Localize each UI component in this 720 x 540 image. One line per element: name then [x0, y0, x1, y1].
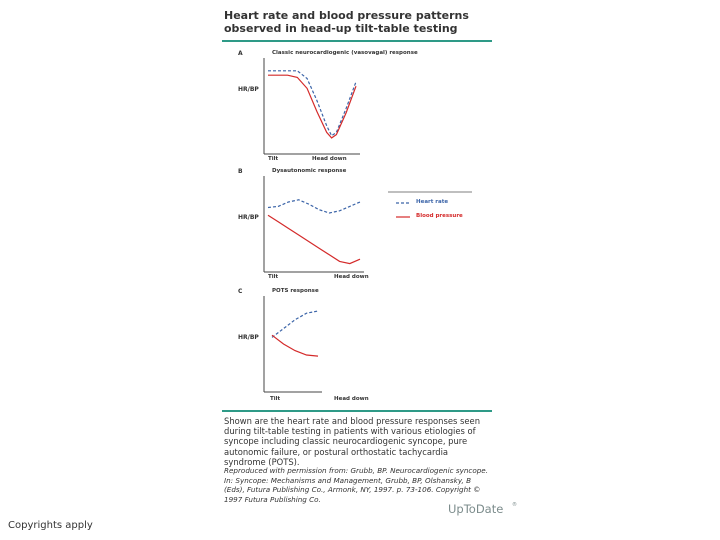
panel-b-ylabel: HR/BP [238, 214, 259, 221]
panel-c-letter: C [238, 288, 243, 295]
logo-registered-mark: ® [512, 502, 517, 508]
panel-a-blood-pressure-line [268, 75, 356, 138]
panel-b-title: Dysautonomic response [272, 168, 347, 174]
figure-caption: Shown are the heart rate and blood pressure responses seen during tilt-table testing in patients with various etiologies of syncope including classic neurocardiogenic syncope, pure autonomic failure, or postural orthostatic tachycardia syndrome (POTS). [224, 416, 481, 467]
panel-a-heart-rate-line [268, 71, 356, 136]
panel-c-xtick-tilt: Tilt [270, 396, 281, 402]
figure-title: Heart rate and blood pressure patterns observed in head-up tilt-table testing [224, 9, 469, 35]
legend-blood-pressure-label: Blood pressure [416, 213, 463, 219]
panel-a-ylabel: HR/BP [238, 86, 259, 93]
panel-a-xtick-head-down: Head down [312, 156, 347, 162]
copyrights-footer: Copyrights apply [8, 520, 93, 531]
panel-a-xtick-tilt: Tilt [268, 156, 279, 162]
panel-c-heart-rate-line [272, 311, 318, 337]
panel-b-heart-rate-line [268, 200, 360, 213]
panel-c-blood-pressure-line [272, 335, 318, 356]
panel-b-xtick-head-down: Head down [334, 274, 369, 280]
panel-b-xtick-tilt: Tilt [268, 274, 279, 280]
panel-b-letter: B [238, 168, 243, 175]
panel-b-blood-pressure-line [268, 215, 360, 263]
figure-credit: Reproduced with permission from: Grubb, BP. Neurocardiogenic syncope. In: Syncope: Mechanisms and Management, Grubb, BP, Olshansky, B (Eds), Futura Publishing Co., Armonk, NY, 1997. p. 73-106. Copyright © 1997 Futura Publishing Co. [224, 466, 488, 504]
legend-heart-rate-label: Heart rate [416, 199, 449, 205]
uptodate-logo: UpToDate [448, 502, 504, 516]
panel-c-ylabel: HR/BP [238, 334, 259, 341]
panel-a-title: Classic neurocardiogenic (vasovagal) response [272, 50, 418, 56]
panel-c-xtick-head-down: Head down [334, 396, 369, 402]
panel-c-title: POTS response [272, 288, 319, 294]
panel-a-letter: A [238, 50, 243, 57]
